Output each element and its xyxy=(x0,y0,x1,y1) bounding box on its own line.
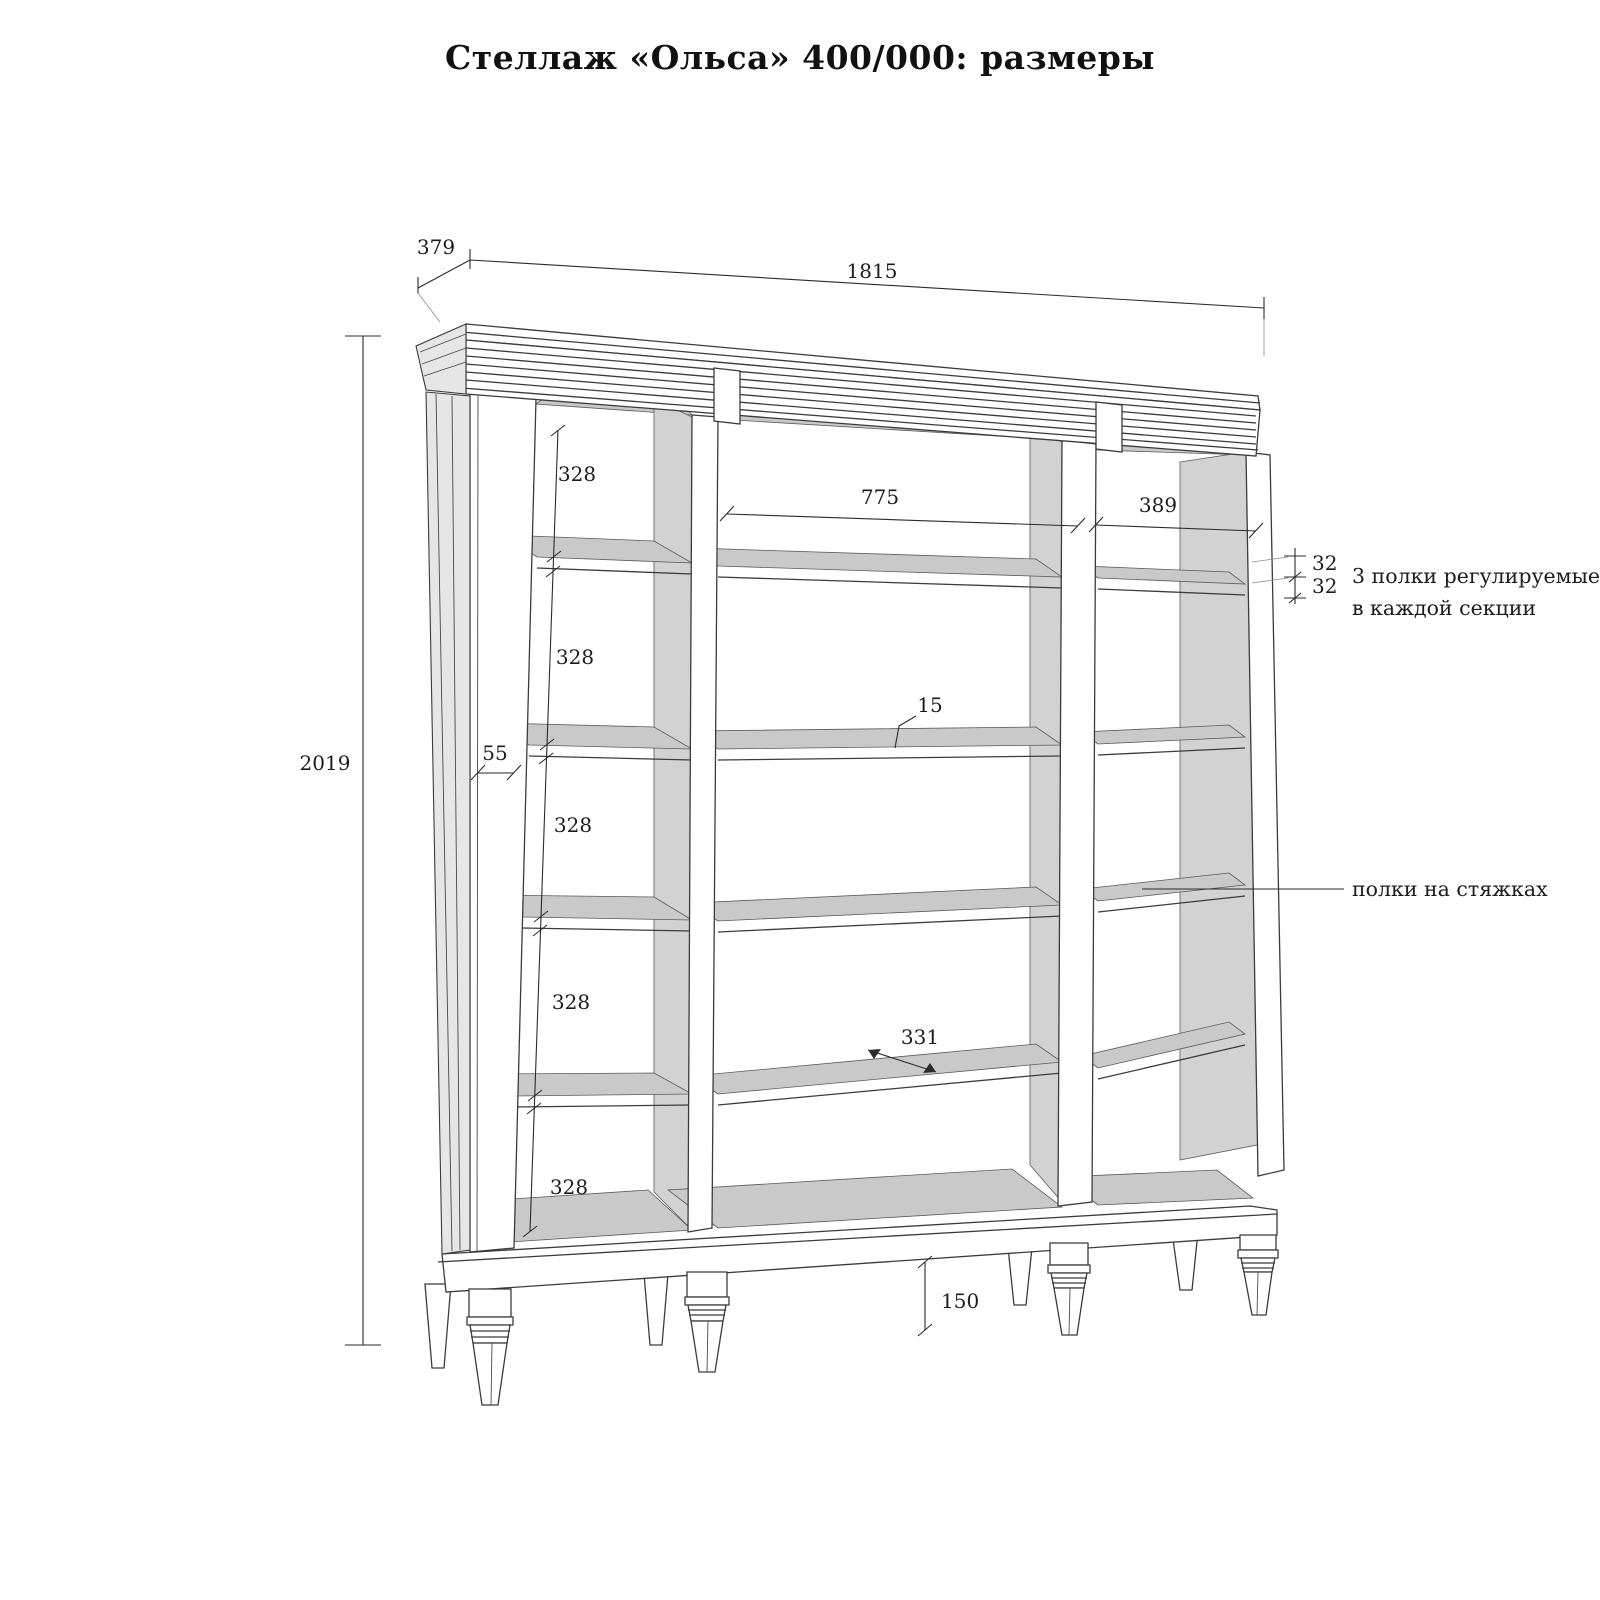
dim-overall-width-label: 1815 xyxy=(846,259,898,283)
front-leg-3 xyxy=(1048,1243,1090,1335)
left-side-panel xyxy=(426,392,470,1254)
note-tie-shelves-label: полки на стяжках xyxy=(1352,877,1548,901)
dim-overall-height-label: 2019 xyxy=(299,751,351,775)
middle-section xyxy=(668,404,1062,1228)
dim-cell-height-label-4: 328 xyxy=(551,990,591,1014)
dim-leg-height xyxy=(918,1256,979,1336)
dim-shelf-step-label-1: 32 xyxy=(1312,551,1338,575)
dim-cell-height-label-1: 328 xyxy=(557,462,597,486)
front-leg-1 xyxy=(467,1289,513,1405)
dim-cell-height-label-3: 328 xyxy=(553,813,593,837)
dim-right-section-width-label: 389 xyxy=(1138,493,1178,517)
page-title: Стеллаж «Ольса» 400/000: размеры xyxy=(445,38,1155,77)
front-frame xyxy=(470,392,1284,1252)
note-adjustable-line2: в каждой секции xyxy=(1352,596,1537,620)
dim-overall-height xyxy=(300,336,381,1345)
dim-shelf-depth-label: 331 xyxy=(900,1025,940,1049)
dim-cell-height-label-5: 328 xyxy=(549,1175,589,1199)
note-adjustable-shelves xyxy=(1352,564,1600,620)
front-leg-4 xyxy=(1238,1235,1278,1315)
dim-stile-width-label: 55 xyxy=(482,741,508,765)
dim-leg-height-label: 150 xyxy=(941,1289,980,1313)
dim-side-depth-label: 379 xyxy=(416,235,456,259)
dim-side-depth xyxy=(417,235,470,322)
note-adjustable-line1: 3 полки регулируемые xyxy=(1352,564,1600,588)
front-leg-2 xyxy=(685,1272,729,1372)
dim-cell-height-label-2: 328 xyxy=(555,645,595,669)
dim-shelf-thickness-label: 15 xyxy=(917,693,943,717)
dim-shelf-step-label-2: 32 xyxy=(1312,574,1338,598)
cornice xyxy=(416,324,1260,456)
dim-mid-section-width-label: 775 xyxy=(860,485,900,509)
